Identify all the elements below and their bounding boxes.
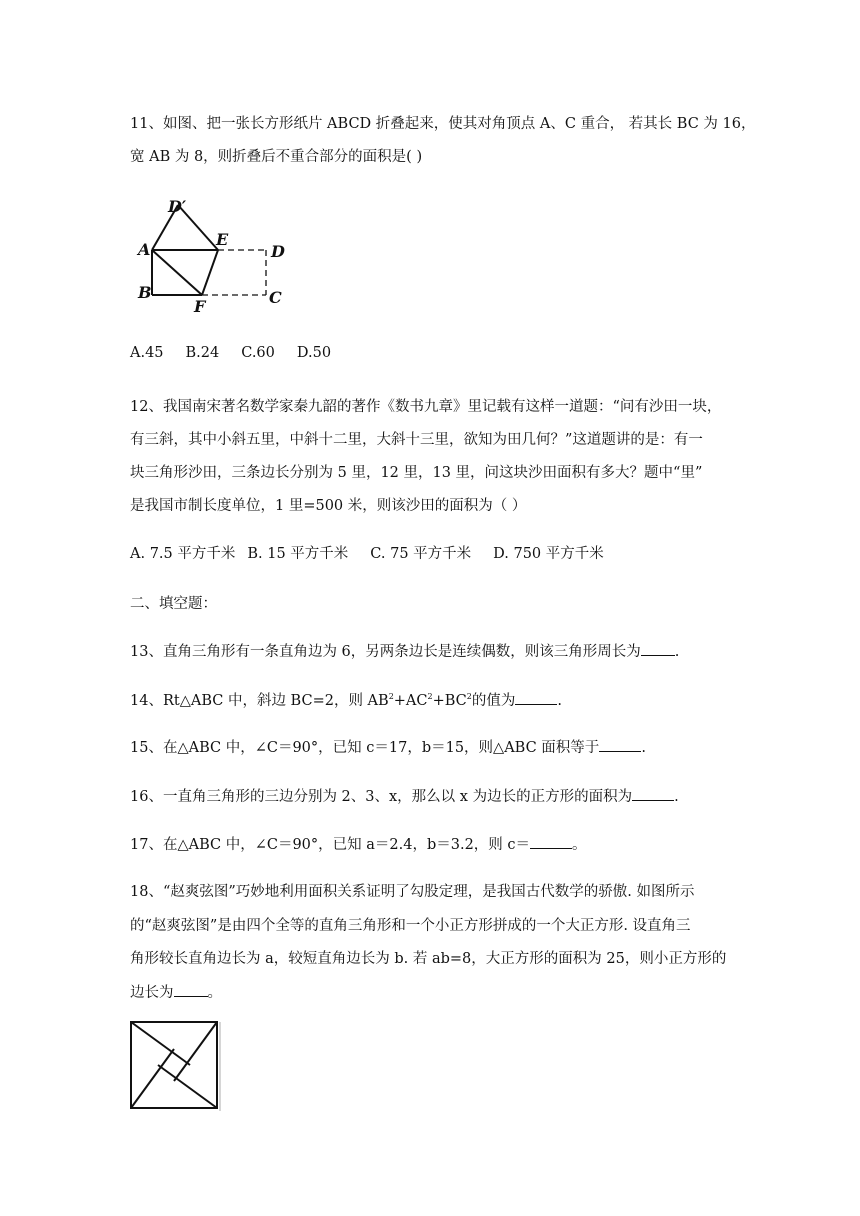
q14	[130, 689, 562, 710]
q14-pre: 14、Rt△ABC 中，斜边 BC=2，则 AB	[130, 693, 389, 709]
label-d: D	[271, 242, 285, 261]
q14-mid1: +AC	[393, 693, 428, 709]
q12-option-a[interactable]: A. 7.5 平方千米	[130, 546, 236, 562]
q13-text: 13、直角三角形有一条直角边为 6，另两条边长是连续偶数，则该三角形周长为	[130, 644, 641, 660]
label-a: A	[138, 240, 151, 259]
q12-line1: 12、我国南宋著名数学家秦九韶的著作《数书九章》里记载有这样一道题：“问有沙田一块，	[130, 399, 722, 415]
q11-folded-rectangle-figure	[130, 192, 300, 316]
q12-options	[130, 542, 604, 563]
q12-line3: 块三角形沙田，三条边长分别为 5 里，12 里，13 里，问这块沙田面积有多大？题中“里”	[130, 465, 703, 481]
q15-answer-blank[interactable]	[599, 737, 641, 752]
q14-sup-1: 2	[388, 692, 394, 702]
q12-line4: 是我国市制长度单位，1 里=500 米，则该沙田的面积为（ ）	[130, 498, 527, 514]
q18-line3: 角形较长直角边长为 a，较短直角边长为 b. 若 ab=8，大正方形的面积为 25，则小正方形的	[130, 951, 727, 967]
q14-mid2: +BC	[432, 693, 467, 709]
q14-answer-blank[interactable]	[515, 690, 557, 705]
q11-line2: 宽 AB 为 8，则折叠后不重合部分的面积是( )	[130, 149, 423, 165]
q14-sup-2: 2	[427, 692, 433, 702]
q13-answer-blank[interactable]	[641, 641, 675, 656]
q16	[130, 785, 679, 806]
q15-end: .	[641, 740, 646, 756]
zhao-shuang-chord-diagram	[128, 1019, 222, 1113]
q17	[130, 833, 587, 854]
q11-option-b[interactable]: B.24	[185, 345, 220, 361]
q12-option-c[interactable]: C. 75 平方千米	[370, 546, 472, 562]
q14-end: .	[557, 693, 562, 709]
q11-option-a[interactable]: A.45	[130, 345, 164, 361]
q15-text: 15、在△ABC 中，∠C＝90°，已知 c＝17，b＝15，则△ABC 面积等于	[130, 740, 600, 756]
q17-answer-blank[interactable]	[530, 834, 572, 849]
q18-line4-end: 。	[207, 985, 222, 1001]
q16-text: 16、一直角三角形的三边分别为 2、3、x，那么以 x 为边长的正方形的面积为	[130, 789, 633, 805]
label-d-prime: D′	[168, 197, 187, 216]
label-b: B	[138, 283, 152, 302]
q18-line1: 18、“赵爽弦图”巧妙地利用面积关系证明了勾股定理，是我国古代数学的骄傲. 如图所示	[130, 884, 695, 900]
q16-answer-blank[interactable]	[632, 786, 674, 801]
q18-answer-blank[interactable]	[174, 982, 208, 997]
q13	[130, 640, 679, 661]
section-heading-fill-in: 二、填空题：	[130, 596, 217, 612]
q11-option-c[interactable]: C.60	[241, 345, 275, 361]
q15	[130, 736, 646, 757]
q11-option-d[interactable]: D.50	[296, 345, 332, 361]
q12-line2: 有三斜，其中小斜五里，中斜十二里，大斜十三里，欲知为田几何？”这道题讲的是：有一	[130, 432, 703, 448]
q11-line1: 11、如图、把一张长方形纸片 ABCD 折叠起来，使其对角顶点 A、C 重合， 若其长 BC 为 16，	[130, 116, 756, 132]
q16-end: .	[674, 789, 679, 805]
label-e: E	[216, 230, 229, 249]
q18-line4-pre: 边长为	[130, 985, 174, 1001]
q11-options	[130, 345, 331, 361]
q18-line2: 的“赵爽弦图”是由四个全等的直角三角形和一个小正方形拼成的一个大正方形. 设直角三	[130, 918, 691, 934]
q14-sup-3: 2	[466, 692, 472, 702]
q13-end: .	[674, 644, 680, 660]
q14-post: 的值为	[471, 693, 516, 709]
q12-option-d[interactable]: D. 750 平方千米	[493, 546, 604, 562]
q17-end: 。	[572, 837, 587, 853]
label-f: F	[194, 297, 206, 316]
q17-text: 17、在△ABC 中，∠C＝90°，已知 a＝2.4，b＝3.2，则 c＝	[130, 837, 531, 853]
label-c: C	[269, 288, 282, 307]
q12-option-b[interactable]: B. 15 平方千米	[247, 546, 349, 562]
q18-line4	[130, 981, 222, 1002]
